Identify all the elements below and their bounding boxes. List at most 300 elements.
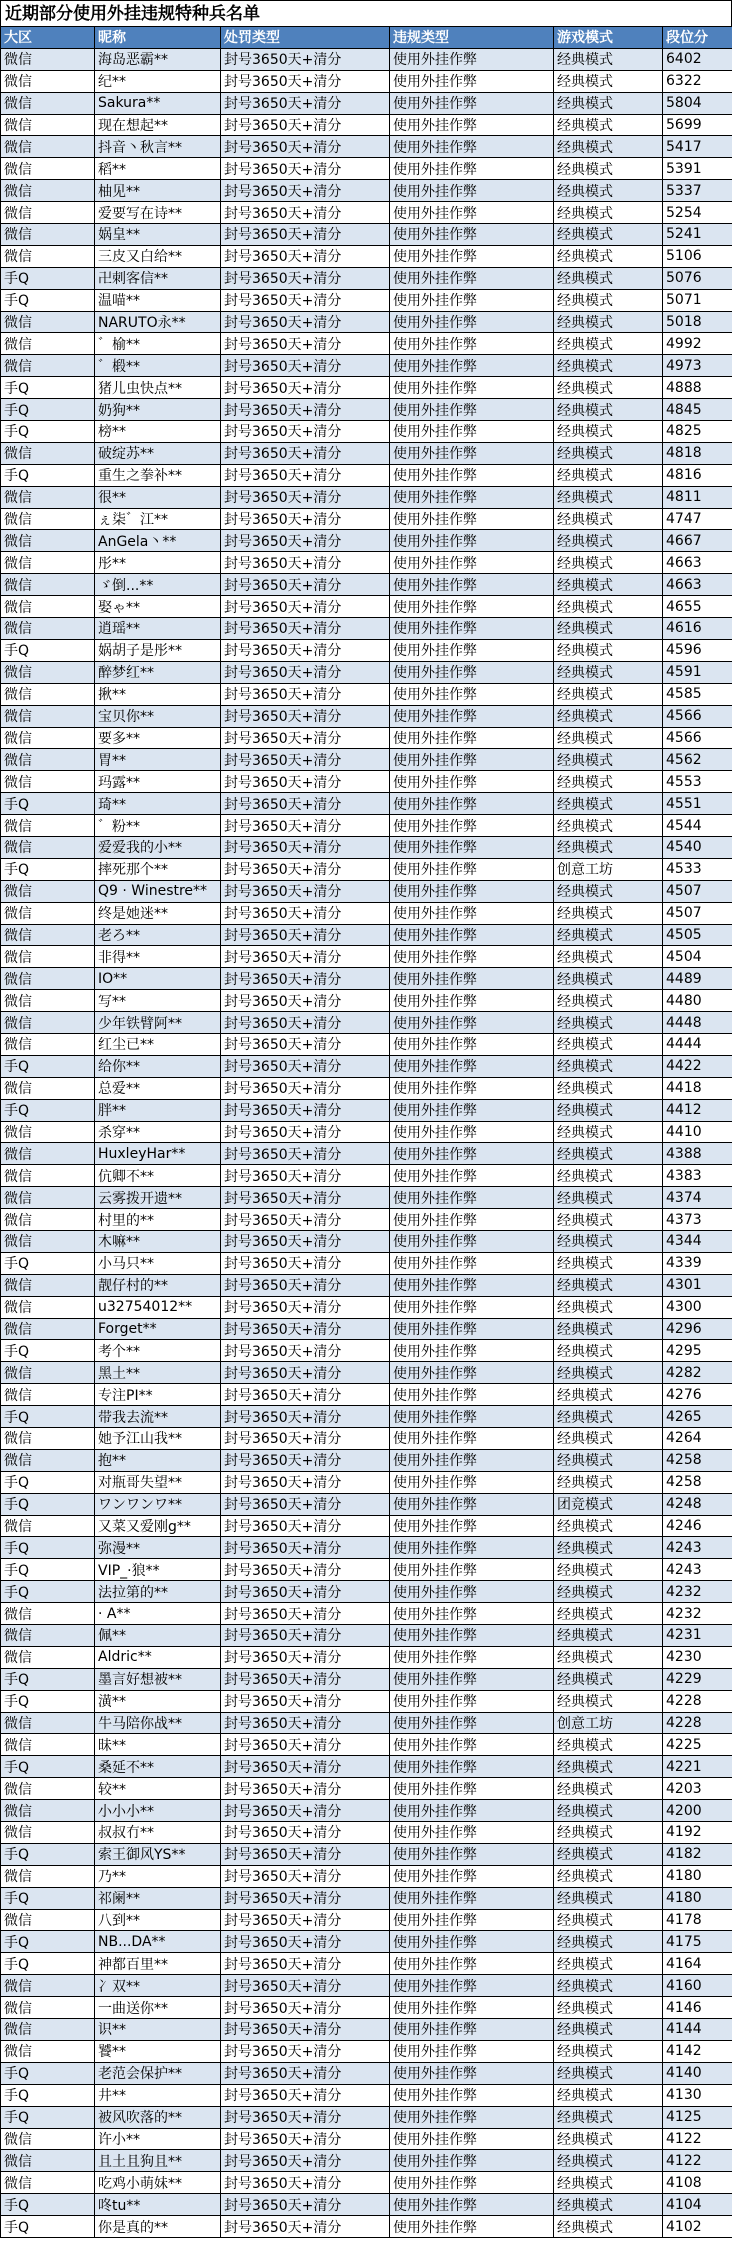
penalty-cell: 封号3650天+清分 (221, 158, 390, 180)
table-row (1, 421, 732, 443)
penalty-cell: 封号3650天+清分 (221, 1603, 390, 1625)
region-cell: 微信 (1, 1143, 95, 1165)
penalty-cell: 封号3650天+清分 (221, 596, 390, 618)
rank-score-cell: 4264 (663, 1428, 732, 1450)
game-mode-cell: 经典模式 (554, 1975, 663, 1997)
table-row (1, 180, 732, 202)
penalty-cell: 封号3650天+清分 (221, 202, 390, 224)
table-row (1, 727, 732, 749)
violation-cell: 使用外挂作弊 (390, 793, 554, 815)
game-mode-cell: 经典模式 (554, 880, 663, 902)
penalty-cell: 封号3650天+清分 (221, 1953, 390, 1975)
penalty-cell: 封号3650天+清分 (221, 2106, 390, 2128)
rank-score-cell: 6322 (663, 70, 732, 92)
game-mode-cell: 经典模式 (554, 1865, 663, 1887)
region-cell: 手Q (1, 2194, 95, 2216)
nickname-cell: 对瓶哥失望** (95, 1471, 221, 1493)
nickname-cell: 咚tu** (95, 2194, 221, 2216)
nickname-cell: 卍刺客信** (95, 267, 221, 289)
nickname-cell: 弥漫** (95, 1537, 221, 1559)
game-mode-cell: 经典模式 (554, 2150, 663, 2172)
region-cell: 手Q (1, 1559, 95, 1581)
rank-score-cell: 4203 (663, 1778, 732, 1800)
violation-cell: 使用外挂作弊 (390, 1493, 554, 1515)
violation-cell: 使用外挂作弊 (390, 1975, 554, 1997)
table-row (1, 639, 732, 661)
nickname-cell: 被风吹落的** (95, 2106, 221, 2128)
nickname-cell: 给你** (95, 1055, 221, 1077)
nickname-cell: Sakura** (95, 92, 221, 114)
violation-cell: 使用外挂作弊 (390, 1428, 554, 1450)
penalty-cell: 封号3650天+清分 (221, 1515, 390, 1537)
table-row (1, 1778, 732, 1800)
violation-cell: 使用外挂作弊 (390, 1230, 554, 1252)
region-cell: 微信 (1, 596, 95, 618)
table-row (1, 1975, 732, 1997)
table-row (1, 924, 732, 946)
penalty-cell: 封号3650天+清分 (221, 1931, 390, 1953)
game-mode-cell: 经典模式 (554, 1800, 663, 1822)
rank-score-cell: 4232 (663, 1603, 732, 1625)
penalty-cell: 封号3650天+清分 (221, 836, 390, 858)
table-row (1, 1077, 732, 1099)
rank-score-cell: 4221 (663, 1756, 732, 1778)
nickname-cell: · A** (95, 1603, 221, 1625)
penalty-cell: 封号3650天+清分 (221, 1668, 390, 1690)
violation-cell: 使用外挂作弊 (390, 771, 554, 793)
game-mode-cell: 经典模式 (554, 990, 663, 1012)
nickname-cell: 黑土** (95, 1362, 221, 1384)
game-mode-cell: 经典模式 (554, 1646, 663, 1668)
game-mode-cell: 经典模式 (554, 508, 663, 530)
violation-cell: 使用外挂作弊 (390, 442, 554, 464)
violation-cell: 使用外挂作弊 (390, 180, 554, 202)
rank-score-cell: 5106 (663, 245, 732, 267)
nickname-cell: 非得** (95, 946, 221, 968)
nickname-cell: 村里的** (95, 1209, 221, 1231)
table-row (1, 1800, 732, 1822)
rank-score-cell: 4175 (663, 1931, 732, 1953)
penalty-cell: 封号3650天+清分 (221, 2040, 390, 2062)
violation-cell: 使用外挂作弊 (390, 815, 554, 837)
violation-cell: 使用外挂作弊 (390, 1581, 554, 1603)
region-cell: 手Q (1, 2062, 95, 2084)
rank-score-cell: 4422 (663, 1055, 732, 1077)
rank-score-cell: 5071 (663, 289, 732, 311)
nickname-cell: 抱** (95, 1449, 221, 1471)
game-mode-cell: 经典模式 (554, 530, 663, 552)
ban-list-table (0, 26, 732, 2238)
table-row (1, 793, 732, 815)
table-row (1, 1843, 732, 1865)
penalty-cell: 封号3650天+清分 (221, 1865, 390, 1887)
violation-cell: 使用外挂作弊 (390, 1800, 554, 1822)
violation-cell: 使用外挂作弊 (390, 1033, 554, 1055)
region-cell: 手Q (1, 2084, 95, 2106)
column-header-region: 大区 (1, 27, 95, 49)
nickname-cell: 杀穿** (95, 1121, 221, 1143)
penalty-cell: 封号3650天+清分 (221, 136, 390, 158)
game-mode-cell: 经典模式 (554, 1734, 663, 1756)
column-header-rank-score: 段位分 (663, 27, 732, 49)
rank-score-cell: 4178 (663, 1909, 732, 1931)
rank-score-cell: 4418 (663, 1077, 732, 1099)
table-row (1, 1756, 732, 1778)
table-row (1, 771, 732, 793)
penalty-cell: 封号3650天+清分 (221, 902, 390, 924)
rank-score-cell: 5699 (663, 114, 732, 136)
table-row (1, 70, 732, 92)
game-mode-cell: 经典模式 (554, 968, 663, 990)
rank-score-cell: 4228 (663, 1712, 732, 1734)
penalty-cell: 封号3650天+清分 (221, 2084, 390, 2106)
violation-cell: 使用外挂作弊 (390, 1165, 554, 1187)
rank-score-cell: 4410 (663, 1121, 732, 1143)
table-row (1, 902, 732, 924)
game-mode-cell: 经典模式 (554, 1668, 663, 1690)
region-cell: 微信 (1, 990, 95, 1012)
penalty-cell: 封号3650天+清分 (221, 749, 390, 771)
region-cell: 手Q (1, 421, 95, 443)
region-cell: 手Q (1, 1493, 95, 1515)
violation-cell: 使用外挂作弊 (390, 1559, 554, 1581)
penalty-cell: 封号3650天+清分 (221, 727, 390, 749)
region-cell: 微信 (1, 224, 95, 246)
region-cell: 微信 (1, 574, 95, 596)
game-mode-cell: 经典模式 (554, 245, 663, 267)
table-row (1, 1559, 732, 1581)
penalty-cell: 封号3650天+清分 (221, 1318, 390, 1340)
nickname-cell: 小小小** (95, 1800, 221, 1822)
violation-cell: 使用外挂作弊 (390, 1712, 554, 1734)
penalty-cell: 封号3650天+清分 (221, 661, 390, 683)
game-mode-cell: 经典模式 (554, 355, 663, 377)
rank-score-cell: 4616 (663, 618, 732, 640)
table-row (1, 289, 732, 311)
game-mode-cell: 经典模式 (554, 2084, 663, 2106)
penalty-cell: 封号3650天+清分 (221, 705, 390, 727)
rank-score-cell: 4192 (663, 1822, 732, 1844)
table-row (1, 1909, 732, 1931)
rank-score-cell: 4248 (663, 1493, 732, 1515)
violation-cell: 使用外挂作弊 (390, 1625, 554, 1647)
nickname-cell: 潢** (95, 1690, 221, 1712)
table-row (1, 968, 732, 990)
nickname-cell: 云雾拨开遗** (95, 1187, 221, 1209)
violation-cell: 使用外挂作弊 (390, 2128, 554, 2150)
nickname-cell: 总爱** (95, 1077, 221, 1099)
violation-cell: 使用外挂作弊 (390, 2019, 554, 2041)
nickname-cell: 你是真的** (95, 2216, 221, 2238)
region-cell: 手Q (1, 858, 95, 880)
region-cell: 微信 (1, 486, 95, 508)
violation-cell: 使用外挂作弊 (390, 202, 554, 224)
game-mode-cell: 经典模式 (554, 1581, 663, 1603)
game-mode-cell: 经典模式 (554, 683, 663, 705)
game-mode-cell: 经典模式 (554, 946, 663, 968)
region-cell: 微信 (1, 1800, 95, 1822)
game-mode-cell: 经典模式 (554, 136, 663, 158)
region-cell: 手Q (1, 793, 95, 815)
table-row (1, 1406, 732, 1428)
table-row (1, 661, 732, 683)
table-row (1, 1712, 732, 1734)
region-cell: 微信 (1, 2150, 95, 2172)
game-mode-cell: 经典模式 (554, 486, 663, 508)
violation-cell: 使用外挂作弊 (390, 355, 554, 377)
violation-cell: 使用外挂作弊 (390, 1778, 554, 1800)
game-mode-cell: 经典模式 (554, 70, 663, 92)
nickname-cell: 识** (95, 2019, 221, 2041)
region-cell: 微信 (1, 1515, 95, 1537)
nickname-cell: 老范会保护** (95, 2062, 221, 2084)
region-cell: 微信 (1, 1077, 95, 1099)
rank-score-cell: 4388 (663, 1143, 732, 1165)
table-row (1, 377, 732, 399)
game-mode-cell: 经典模式 (554, 158, 663, 180)
penalty-cell: 封号3650天+清分 (221, 1997, 390, 2019)
game-mode-cell: 经典模式 (554, 1077, 663, 1099)
game-mode-cell: 经典模式 (554, 311, 663, 333)
table-row (1, 2128, 732, 2150)
region-cell: 微信 (1, 1449, 95, 1471)
penalty-cell: 封号3650天+清分 (221, 180, 390, 202)
game-mode-cell: 经典模式 (554, 267, 663, 289)
penalty-cell: 封号3650天+清分 (221, 399, 390, 421)
penalty-cell: 封号3650天+清分 (221, 771, 390, 793)
game-mode-cell: 经典模式 (554, 815, 663, 837)
table-row (1, 464, 732, 486)
violation-cell: 使用外挂作弊 (390, 1077, 554, 1099)
game-mode-cell: 经典模式 (554, 2106, 663, 2128)
penalty-cell: 封号3650天+清分 (221, 1559, 390, 1581)
region-cell: 手Q (1, 377, 95, 399)
game-mode-cell: 经典模式 (554, 1953, 663, 1975)
region-cell: 手Q (1, 1690, 95, 1712)
nickname-cell: 榜** (95, 421, 221, 443)
game-mode-cell: 经典模式 (554, 2040, 663, 2062)
game-mode-cell: 经典模式 (554, 421, 663, 443)
game-mode-cell: 经典模式 (554, 377, 663, 399)
nickname-cell: 专注PI** (95, 1384, 221, 1406)
game-mode-cell: 经典模式 (554, 2128, 663, 2150)
table-row (1, 2062, 732, 2084)
nickname-cell: 爱要写在诗** (95, 202, 221, 224)
violation-cell: 使用外挂作弊 (390, 639, 554, 661)
region-cell: 微信 (1, 530, 95, 552)
rank-score-cell: 4663 (663, 574, 732, 596)
table-row (1, 1362, 732, 1384)
nickname-cell: 八到** (95, 1909, 221, 1931)
penalty-cell: 封号3650天+清分 (221, 1274, 390, 1296)
violation-cell: 使用外挂作弊 (390, 858, 554, 880)
violation-cell: 使用外挂作弊 (390, 683, 554, 705)
rank-score-cell: 4258 (663, 1471, 732, 1493)
game-mode-cell: 经典模式 (554, 661, 663, 683)
game-mode-cell: 经典模式 (554, 1537, 663, 1559)
table-row (1, 1493, 732, 1515)
table-row (1, 1230, 732, 1252)
game-mode-cell: 经典模式 (554, 202, 663, 224)
rank-score-cell: 4246 (663, 1515, 732, 1537)
nickname-cell: 饕** (95, 2040, 221, 2062)
violation-cell: 使用外挂作弊 (390, 311, 554, 333)
violation-cell: 使用外挂作弊 (390, 1843, 554, 1865)
region-cell: 微信 (1, 136, 95, 158)
nickname-cell: 摔死那个** (95, 858, 221, 880)
region-cell: 手Q (1, 399, 95, 421)
rank-score-cell: 4232 (663, 1581, 732, 1603)
rank-score-cell: 4816 (663, 464, 732, 486)
rank-score-cell: 4180 (663, 1865, 732, 1887)
nickname-cell: 很** (95, 486, 221, 508)
violation-cell: 使用外挂作弊 (390, 1909, 554, 1931)
region-cell: 微信 (1, 1975, 95, 1997)
table-row (1, 1515, 732, 1537)
rank-score-cell: 4142 (663, 2040, 732, 2062)
rank-score-cell: 4480 (663, 990, 732, 1012)
region-cell: 微信 (1, 1187, 95, 1209)
rank-score-cell: 4845 (663, 399, 732, 421)
penalty-cell: 封号3650天+清分 (221, 815, 390, 837)
nickname-cell: 桑延不** (95, 1756, 221, 1778)
violation-cell: 使用外挂作弊 (390, 1603, 554, 1625)
rank-score-cell: 4144 (663, 2019, 732, 2041)
region-cell: 手Q (1, 2216, 95, 2238)
table-row (1, 1318, 732, 1340)
rank-score-cell: 4104 (663, 2194, 732, 2216)
violation-cell: 使用外挂作弊 (390, 2062, 554, 2084)
rank-score-cell: 4258 (663, 1449, 732, 1471)
game-mode-cell: 创意工坊 (554, 858, 663, 880)
table-row (1, 399, 732, 421)
violation-cell: 使用外挂作弊 (390, 114, 554, 136)
rank-score-cell: 5804 (663, 92, 732, 114)
game-mode-cell: 经典模式 (554, 749, 663, 771)
nickname-cell: 叔叔冇** (95, 1822, 221, 1844)
region-cell: 微信 (1, 48, 95, 70)
table-row (1, 202, 732, 224)
nickname-cell: ゛榆** (95, 333, 221, 355)
region-cell: 微信 (1, 1362, 95, 1384)
table-row (1, 1625, 732, 1647)
violation-cell: 使用外挂作弊 (390, 399, 554, 421)
table-row (1, 1690, 732, 1712)
penalty-cell: 封号3650天+清分 (221, 421, 390, 443)
game-mode-cell: 经典模式 (554, 793, 663, 815)
nickname-cell: 醉梦红** (95, 661, 221, 683)
nickname-cell: 娲皇** (95, 224, 221, 246)
penalty-cell: 封号3650天+清分 (221, 2062, 390, 2084)
region-cell: 微信 (1, 1822, 95, 1844)
table-body (1, 48, 732, 2237)
rank-score-cell: 4373 (663, 1209, 732, 1231)
rank-score-cell: 4591 (663, 661, 732, 683)
table-row (1, 2019, 732, 2041)
penalty-cell: 封号3650天+清分 (221, 683, 390, 705)
nickname-cell: 索王御风YS** (95, 1843, 221, 1865)
violation-cell: 使用外挂作弊 (390, 1121, 554, 1143)
violation-cell: 使用外挂作弊 (390, 836, 554, 858)
rank-score-cell: 4122 (663, 2128, 732, 2150)
nickname-cell: 又菜又爱刚g** (95, 1515, 221, 1537)
violation-cell: 使用外挂作弊 (390, 705, 554, 727)
game-mode-cell: 经典模式 (554, 224, 663, 246)
nickname-cell: 佩** (95, 1625, 221, 1647)
violation-cell: 使用外挂作弊 (390, 1865, 554, 1887)
table-row (1, 1865, 732, 1887)
penalty-cell: 封号3650天+清分 (221, 1712, 390, 1734)
rank-score-cell: 5076 (663, 267, 732, 289)
region-cell: 微信 (1, 902, 95, 924)
game-mode-cell: 经典模式 (554, 442, 663, 464)
rank-score-cell: 4140 (663, 2062, 732, 2084)
rank-score-cell: 4540 (663, 836, 732, 858)
game-mode-cell: 经典模式 (554, 2062, 663, 2084)
nickname-cell: 她予江山我** (95, 1428, 221, 1450)
penalty-cell: 封号3650天+清分 (221, 639, 390, 661)
penalty-cell: 封号3650天+清分 (221, 1055, 390, 1077)
nickname-cell: 且土且狗且** (95, 2150, 221, 2172)
penalty-cell: 封号3650天+清分 (221, 924, 390, 946)
nickname-cell: 带我去流** (95, 1406, 221, 1428)
violation-cell: 使用外挂作弊 (390, 902, 554, 924)
table-row (1, 2150, 732, 2172)
rank-score-cell: 4544 (663, 815, 732, 837)
violation-cell: 使用外挂作弊 (390, 1646, 554, 1668)
game-mode-cell: 团竞模式 (554, 1493, 663, 1515)
violation-cell: 使用外挂作弊 (390, 2172, 554, 2194)
penalty-cell: 封号3650天+清分 (221, 1734, 390, 1756)
game-mode-cell: 经典模式 (554, 705, 663, 727)
nickname-cell: 法拉第的** (95, 1581, 221, 1603)
violation-cell: 使用外挂作弊 (390, 1012, 554, 1034)
region-cell: 微信 (1, 1778, 95, 1800)
game-mode-cell: 经典模式 (554, 180, 663, 202)
table-row (1, 2106, 732, 2128)
table-row (1, 442, 732, 464)
violation-cell: 使用外挂作弊 (390, 1997, 554, 2019)
penalty-cell: 封号3650天+清分 (221, 377, 390, 399)
region-cell: 微信 (1, 1734, 95, 1756)
rank-score-cell: 4448 (663, 1012, 732, 1034)
violation-cell: 使用外挂作弊 (390, 1252, 554, 1274)
rank-score-cell: 4585 (663, 683, 732, 705)
table-row (1, 1734, 732, 1756)
table-row (1, 1121, 732, 1143)
nickname-cell: 牛马陪你战** (95, 1712, 221, 1734)
region-cell: 手Q (1, 1252, 95, 1274)
rank-score-cell: 4747 (663, 508, 732, 530)
rank-score-cell: 4505 (663, 924, 732, 946)
rank-score-cell: 4276 (663, 1384, 732, 1406)
region-cell: 微信 (1, 180, 95, 202)
rank-score-cell: 4230 (663, 1646, 732, 1668)
nickname-cell: Aldric** (95, 1646, 221, 1668)
table-row (1, 574, 732, 596)
column-header-penalty: 处罚类型 (221, 27, 390, 49)
rank-score-cell: 4504 (663, 946, 732, 968)
game-mode-cell: 经典模式 (554, 289, 663, 311)
penalty-cell: 封号3650天+清分 (221, 333, 390, 355)
region-cell: 手Q (1, 1756, 95, 1778)
nickname-cell: 小马只** (95, 1252, 221, 1274)
game-mode-cell: 经典模式 (554, 1252, 663, 1274)
region-cell: 手Q (1, 1055, 95, 1077)
table-row (1, 245, 732, 267)
region-cell: 手Q (1, 1668, 95, 1690)
game-mode-cell: 经典模式 (554, 2019, 663, 2041)
